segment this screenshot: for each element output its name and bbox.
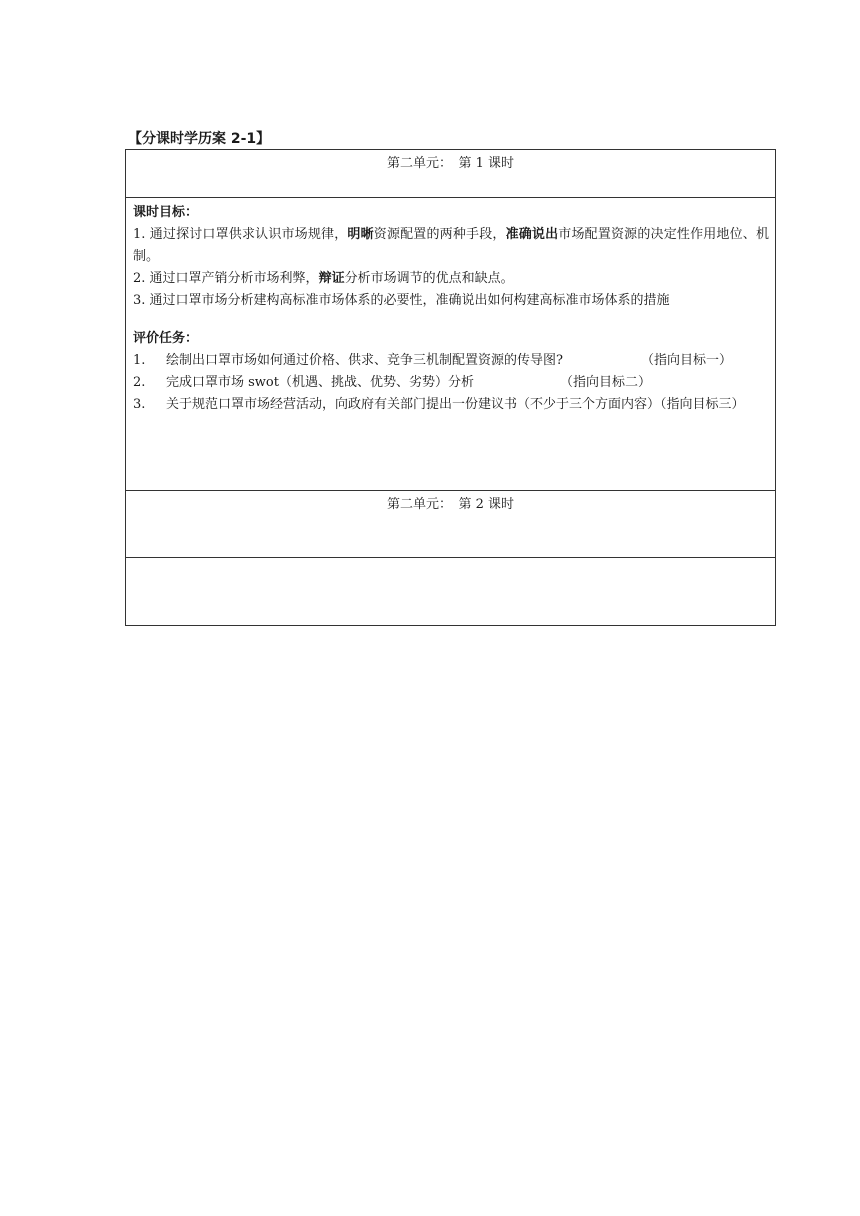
goal-text: 分析市场调节的优点和缺点。 [344,271,514,286]
task-text [166,350,769,372]
goal-item-3 [133,290,769,312]
lesson-2-header-row [126,491,775,558]
goal-item-1 [133,224,769,268]
task-target: （指向目标三） [660,397,745,412]
document-title: 【分课时学历案 2-1】 [128,131,271,147]
goal-number: 1. [133,227,146,242]
goals-label: 课时目标： [133,205,199,220]
goal-text: 资源配置的两种手段， [373,227,506,242]
goal-text: 通过口罩产销分析市场利弊， [149,271,319,286]
goal-text: 市场配置资源的决定性作用地位、机制。 [133,227,769,264]
tasks-label: 评价任务： [133,331,199,346]
goal-number: 3. [133,293,146,308]
goal-keyword: 明晰 [347,227,374,242]
lesson-plan-table [125,149,776,626]
lesson-1-header-row [126,150,775,198]
task-text [166,372,769,394]
task-description: 绘制出口罩市场如何通过价格、供求、竞争三机制配置资源的传导图? [166,353,563,368]
lesson-2-content-row [126,558,775,625]
goal-text: 通过口罩市场分析建构高标准市场体系的必要性，准确说出如何构建高标准市场体系的措施 [149,293,670,308]
goal-number: 2. [133,271,146,286]
lesson-1-content-row [126,198,775,491]
task-target: （指向目标一） [640,353,732,368]
task-text [166,394,769,416]
task-number: 3. [133,397,146,412]
task-description: 完成口罩市场 swot（机遇、挑战、优势、劣势）分析 [166,375,474,390]
task-number: 1. [133,353,146,368]
lesson-2-header: 第二单元： 第 2 课时 [386,497,515,512]
goal-keyword: 辩证 [318,271,345,286]
task-description: 关于规范口罩市场经营活动，向政府有关部门提出一份建议书（不少于三个方面内容） [166,397,661,412]
goal-item-2 [133,268,769,290]
task-number: 2. [133,375,146,390]
goal-keyword: 准确说出 [505,227,559,242]
lesson-1-content [126,198,775,416]
lesson-1-header: 第二单元： 第 1 课时 [386,156,515,171]
goal-text: 通过探讨口罩供求认识市场规律， [149,227,348,242]
task-target: （指向目标二） [559,375,651,390]
task-item-2 [133,372,769,394]
task-item-3 [133,394,769,416]
task-item-1 [133,350,769,372]
